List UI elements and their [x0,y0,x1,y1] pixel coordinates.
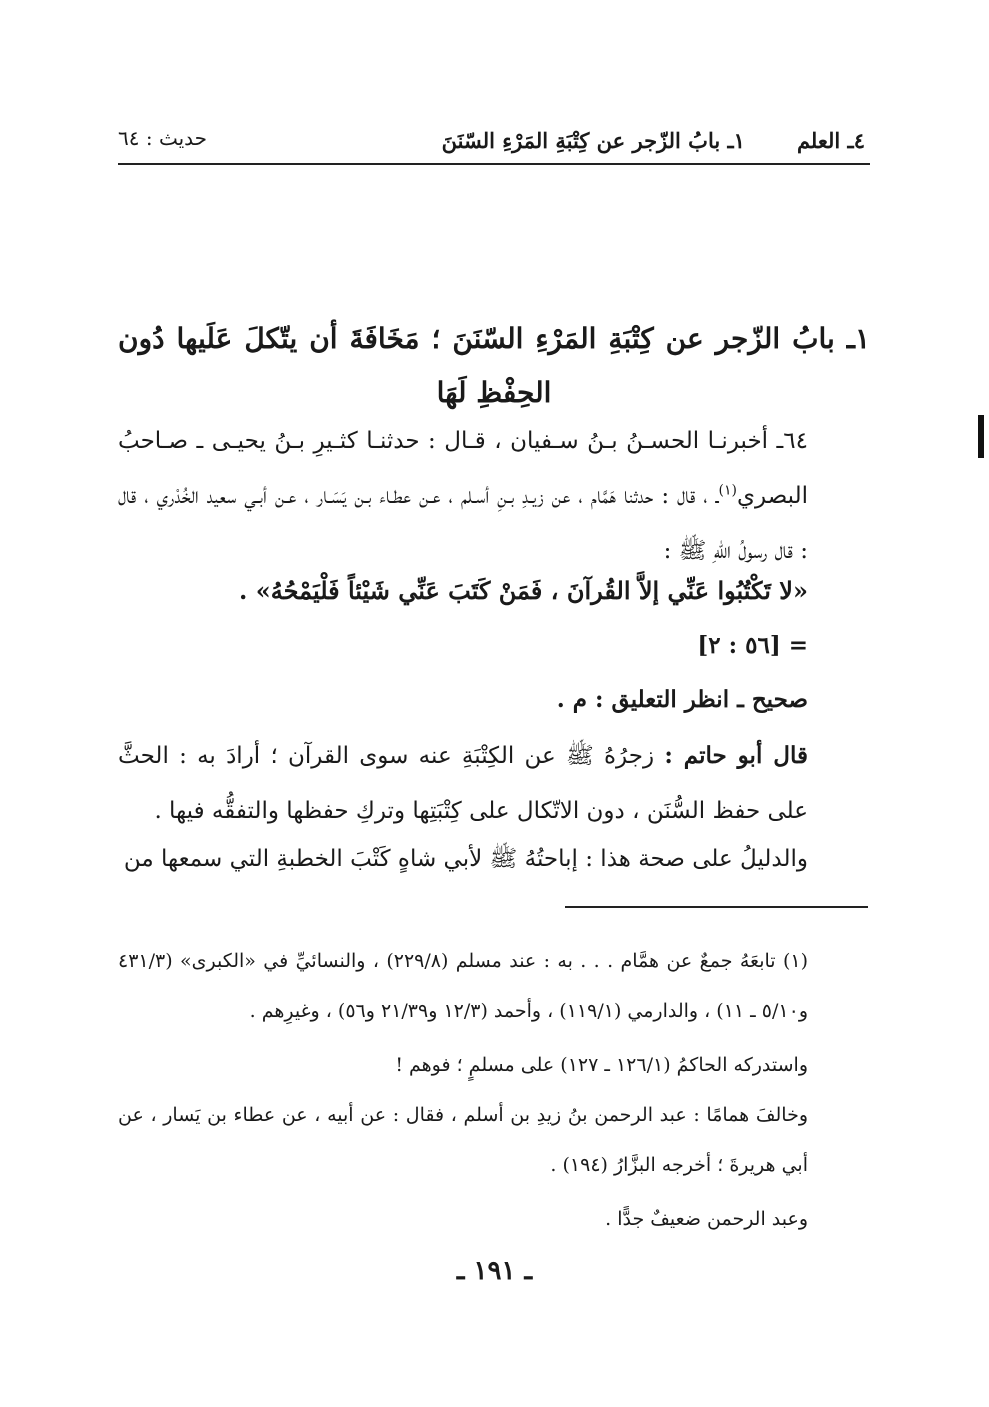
footnote-separator [565,906,868,908]
hadith-isnad [118,414,808,579]
footnote-marker[interactable]: (١) [718,482,738,499]
footnote-1-line-2: واستدركه الحاكمُ (١٢٦/١ ـ ١٢٧) على مسلمٍ ؛ فوهم ! [395,1054,808,1076]
commentary-paragraph [118,728,808,839]
running-header-title [385,128,865,153]
header-book: ٤ـ العلم [796,128,865,153]
footnote-1: (١) تابعَهُ جمعٌ عن همَّام . . . به : عند مسلم (٢٢٩/٨) ، والنسائيِّ في «الكبرى» (٤٣١/٣ و٥/١٠ ـ ١١) ، والدارمي (١١٩/١) ، وأحمد (١٢/٣ و٢١/٣٩ و٥٦) ، وغيرِهم . [118,950,809,1022]
footnote-1-line-4: وعبد الرحمن ضعيفٌ جدًّا . [605,1208,808,1230]
commentary-text: زجرُهُ ﷺ عن الكِتْبَةِ عنه سوى القرآن ؛ أرادَ به : الحثَّ على حفظ السُّنَن ، دون الاتّكال على كِتْبَتِها وتركِ حفظها والتفقُّه فيها . [118,743,808,824]
commentary-lead: قال أبو حاتم : [664,742,808,769]
header-hadith-number: حديث : ٦٤ [118,126,208,150]
commentary-continuation: والدليلُ على صحة هذا : إباحتُهُ ﷺ لأبي شاهٍ كَتْبَ الخطبةِ التي سمعها من [123,846,808,872]
margin-mark [978,415,984,458]
isnad-part-1: ٦٤ـ أخبرنـا الحسـنُ بـنُ سـفيان ، قـال : حدثنـا كثـيرِ بـنُ يحيـى ـ صـاحبُ البصري [118,428,808,509]
header-chapter: ١ـ بابُ الزّجر عن كِتْبَةِ المَرْءِ السّنَنَ [441,128,745,153]
hadith-reference: [٥٦ : ٢] = [697,632,808,659]
page-number: ـ ١٩١ ـ [456,1256,533,1286]
chapter-title: ١ـ بابُ الزّجر عن كِتْبَةِ المَرْءِ السّنَنَ ؛ مَخَافَةَ أن يتّكلَ عَلَيها دُون الحِفْظِ لَهَا [118,322,870,409]
hadith-grading: صحيح ـ انظر التعليق : م . [556,686,808,713]
footnote-1-line-3: وخالفَ همامًا : عبد الرحمن بنُ زيدِ بن أسلم ، فقال : عن أبيه ، عن عطاء بن يَسار ، عن أبي هريرةَ ؛ أخرجه البزَّارُ (١٩٤) . [118,1104,808,1176]
header-rule [118,163,870,165]
isnad-part-2: ـ ، قال : حدثنا هَمَّام ، عن زيـدِ بـنِ أسـلم ، عـن عطـاء بـن يَسَـار ، عـن أبـي سعيد الخُدْري ، قال : قال رسولُ اللّهِ ﷺ : [118,483,808,564]
hadith-matn: «لا تَكْتُبُوا عَنِّي إلاَّ القُرآنَ ، فَمَنْ كَتَبَ عَنِّي شَيْئاً فَلْيَمْحُهُ» . [239,576,808,605]
